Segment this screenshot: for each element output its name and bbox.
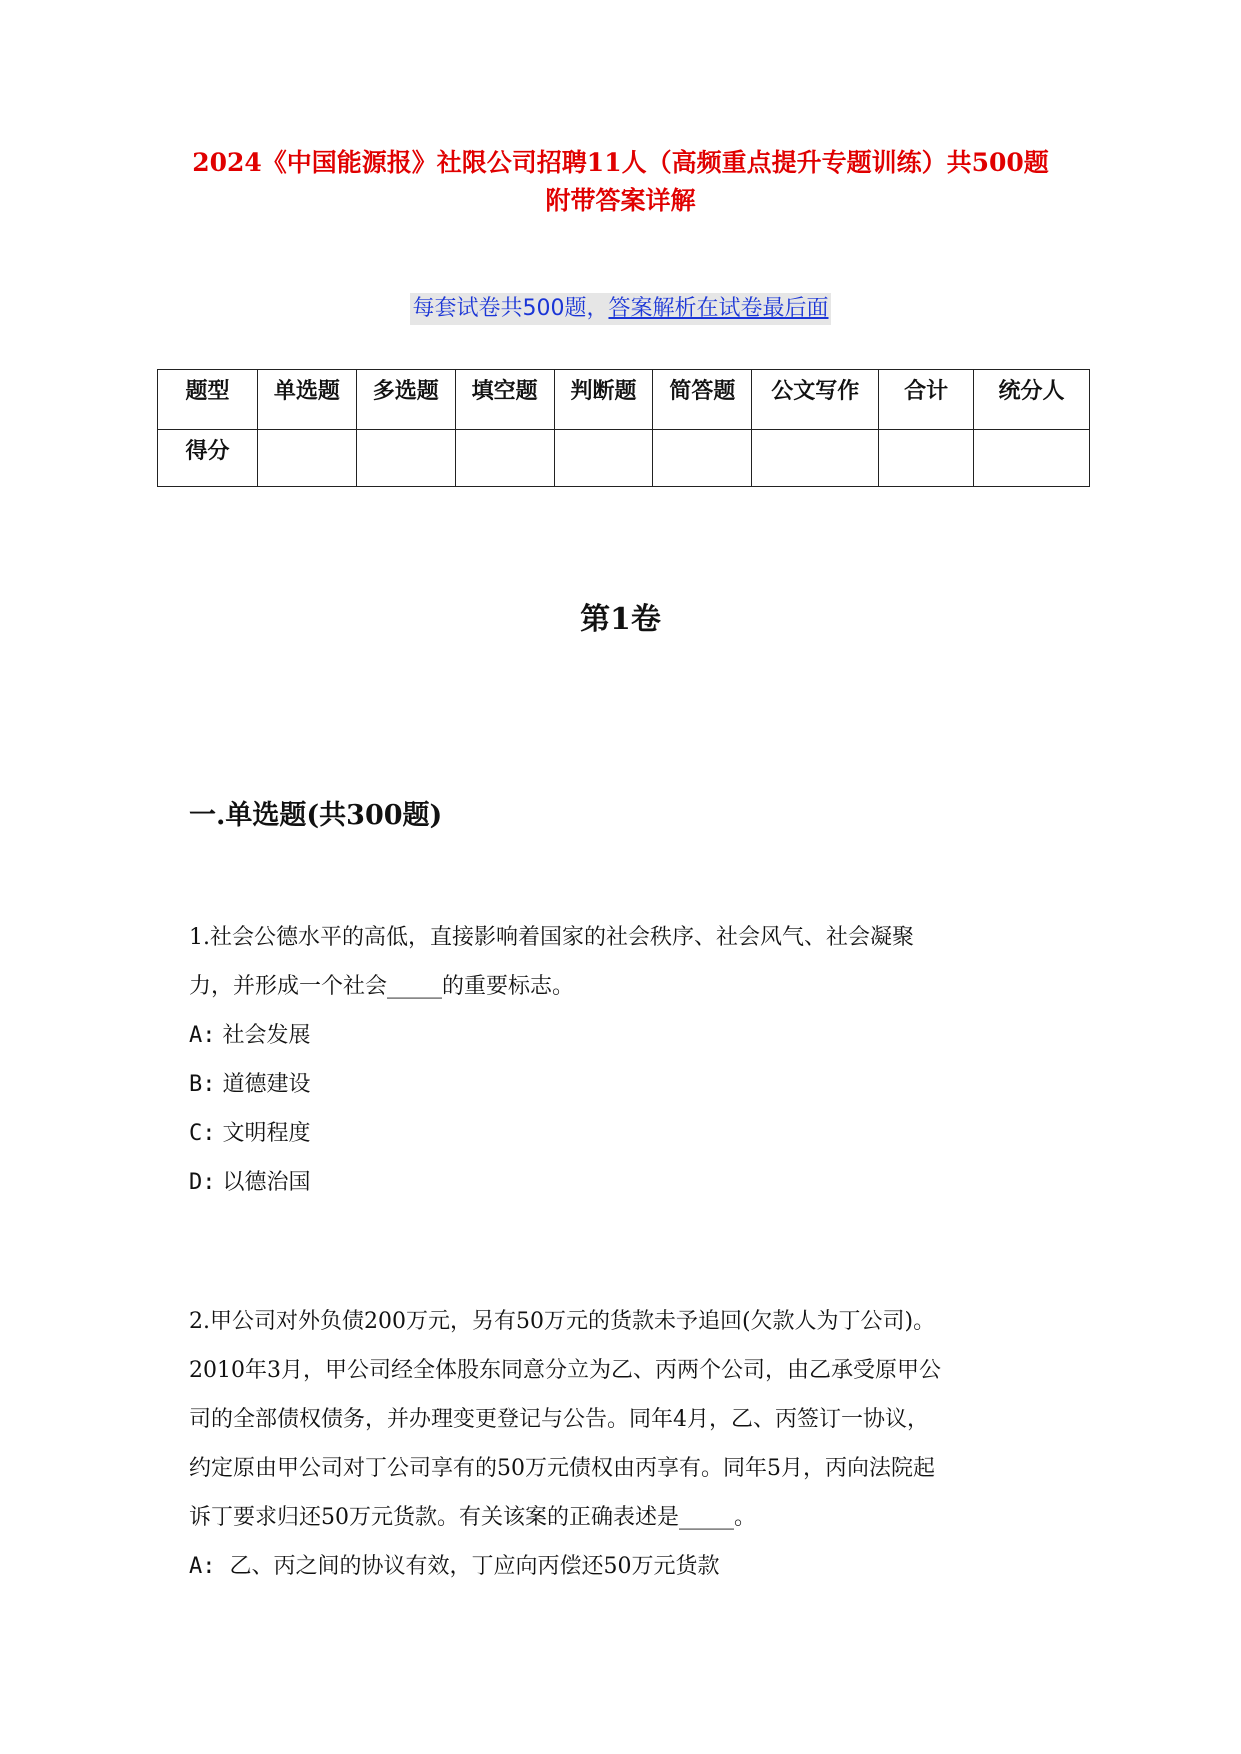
question-stem-line: 约定原由甲公司对丁公司享有的50万元债权由丙享有。同年5月，丙向法院起 (189, 1456, 935, 1481)
question-stem-line: 2.甲公司对外负债200万元，另有50万元的货款未予追回(欠款人为丁公司)。 (189, 1309, 936, 1334)
score-cell (356, 430, 455, 487)
header-cell-single-choice: 单选题 (257, 370, 356, 430)
subtitle (410, 293, 830, 325)
option-key: C: (189, 1121, 216, 1146)
title-line-1: 2024《中国能源报》社限公司招聘11人（高频重点提升专题训练）共500题 (192, 148, 1049, 177)
header-cell-short-answer: 简答题 (653, 370, 752, 430)
header-cell-fill-blank: 填空题 (455, 370, 554, 430)
option-key: A: (189, 1023, 216, 1048)
header-cell-total: 合计 (879, 370, 974, 430)
title-line-2: 附带答案详解 (545, 186, 696, 215)
question-stem-line: 力，并形成一个社会_____的重要标志。 (189, 974, 575, 999)
option-key: A: (189, 1554, 216, 1579)
header-cell-scorer: 统分人 (974, 370, 1090, 430)
volume-title: 第1卷 (580, 602, 661, 637)
section-title: 一.单选题(共300题) (189, 800, 443, 831)
option-d (189, 1158, 1069, 1207)
option-text: 文明程度 (222, 1121, 311, 1146)
score-table (157, 369, 1090, 487)
score-cell (554, 430, 653, 487)
option-a (189, 1011, 1069, 1060)
score-cell (653, 430, 752, 487)
subtitle-wrap (0, 293, 1241, 325)
option-b (189, 1060, 1069, 1109)
question-stem-line: 2010年3月，甲公司经全体股东同意分立为乙、丙两个公司，由乙承受原甲公 (189, 1358, 941, 1383)
score-cell (879, 430, 974, 487)
option-text: 社会发展 (222, 1023, 311, 1048)
question-2 (189, 1297, 1069, 1591)
header-cell-official-writing: 公文写作 (752, 370, 879, 430)
score-table-score-row (158, 430, 1090, 487)
header-cell-type: 题型 (158, 370, 258, 430)
option-text: 乙、丙之间的协议有效，丁应向丙偿还50万元货款 (229, 1554, 720, 1579)
header-cell-true-false: 判断题 (554, 370, 653, 430)
option-c (189, 1109, 1069, 1158)
score-cell (752, 430, 879, 487)
option-text: 道德建设 (222, 1072, 311, 1097)
score-table-header-row (158, 370, 1090, 430)
option-key: D: (189, 1170, 216, 1195)
option-text: 以德治国 (222, 1170, 311, 1195)
question-stem-line: 1.社会公德水平的高低，直接影响着国家的社会秩序、社会风气、社会凝聚 (189, 925, 914, 950)
question-1 (189, 913, 1069, 1207)
question-stem-line: 诉丁要求归还50万元货款。有关该案的正确表述是_____。 (189, 1505, 756, 1530)
option-a (189, 1542, 1069, 1591)
score-cell (455, 430, 554, 487)
score-row-label: 得分 (158, 430, 258, 487)
score-cell (257, 430, 356, 487)
subtitle-part-2: 答案解析在试卷最后面 (608, 296, 829, 321)
document-title (0, 144, 1241, 220)
subtitle-part-1: 每套试卷共500题， (412, 296, 609, 321)
question-stem-line: 司的全部债权债务，并办理变更登记与公告。同年4月，乙、丙签订一协议， (189, 1407, 929, 1432)
score-cell (974, 430, 1090, 487)
option-key: B: (189, 1072, 216, 1097)
header-cell-multi-choice: 多选题 (356, 370, 455, 430)
